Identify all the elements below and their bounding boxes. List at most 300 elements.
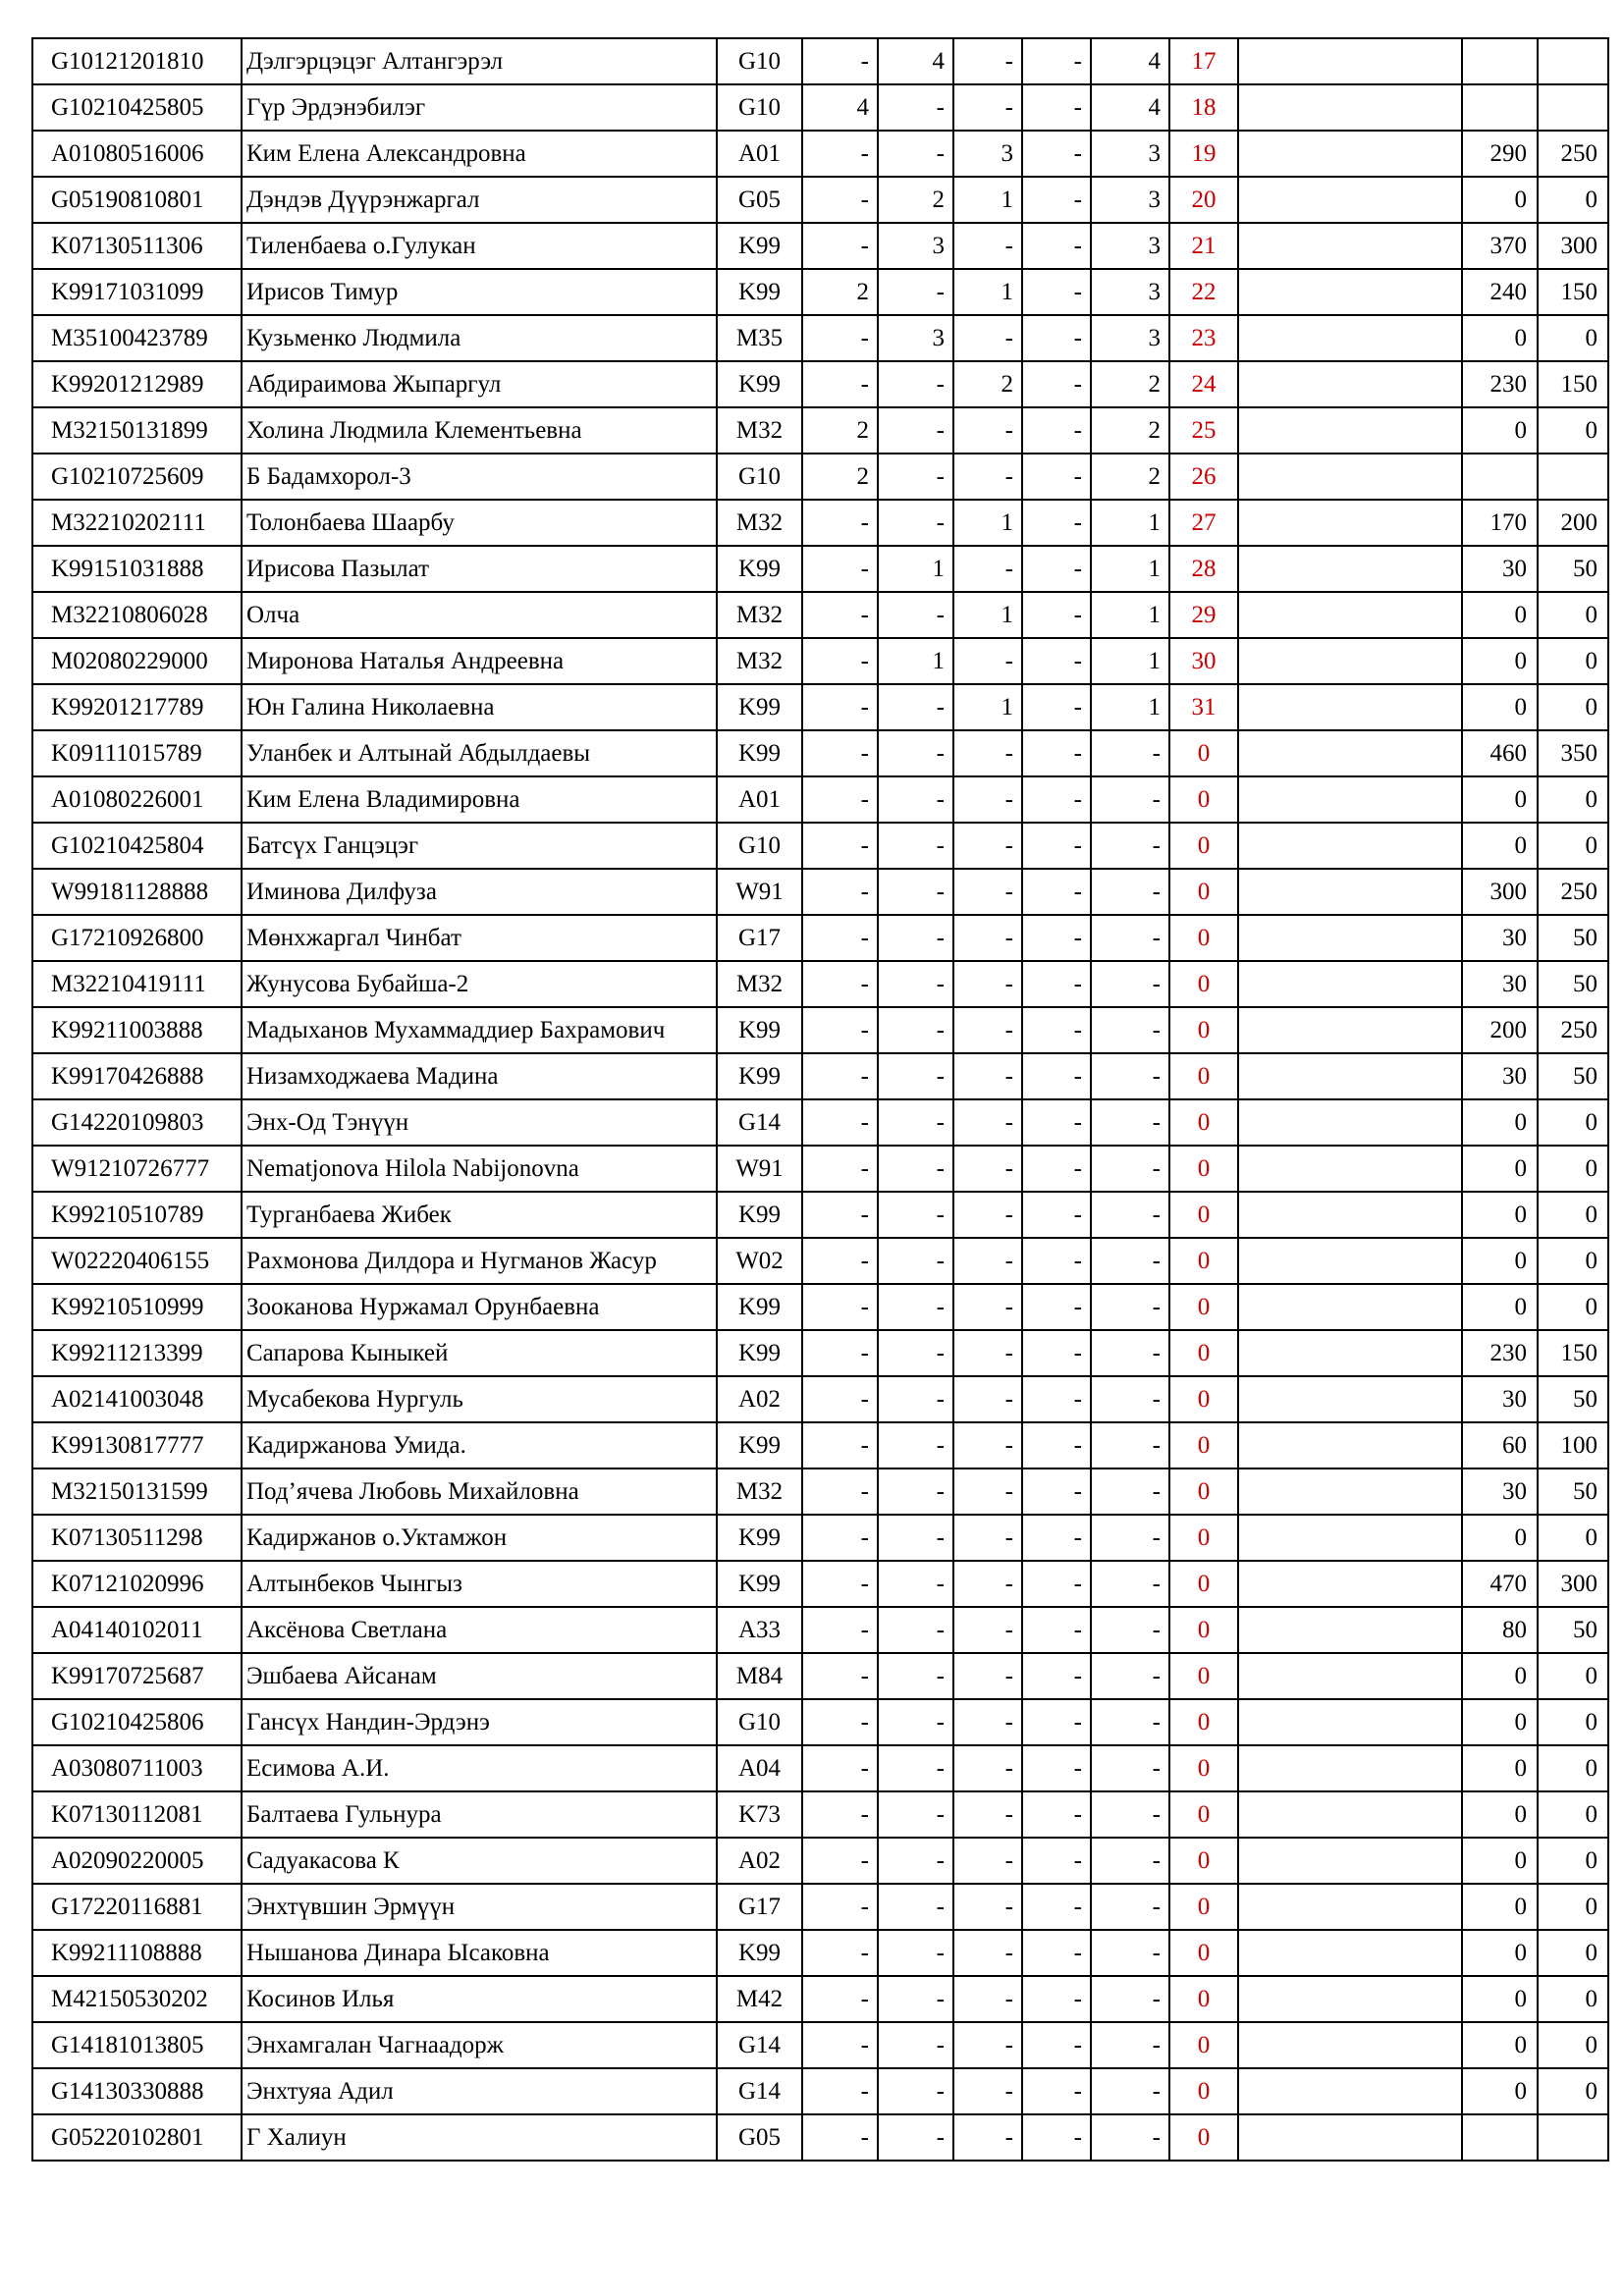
score-col3-cell: - — [953, 961, 1022, 1007]
value-a-cell: 0 — [1462, 776, 1538, 823]
score-col1-cell: - — [802, 1146, 878, 1192]
member-name-cell: Энхамгалан Чагнаадорж — [242, 2022, 717, 2068]
value-a-cell: 0 — [1462, 177, 1538, 223]
table-row — [32, 1376, 1608, 1422]
score-col2-cell: - — [878, 1422, 953, 1468]
total-cell: - — [1091, 1284, 1169, 1330]
table-row — [32, 223, 1608, 269]
score-col1-cell: - — [802, 1468, 878, 1515]
value-a-cell: 460 — [1462, 730, 1538, 776]
score-col1-cell: 4 — [802, 84, 878, 131]
group-code-cell: G05 — [717, 2114, 802, 2161]
total-cell: - — [1091, 1007, 1169, 1053]
member-id-cell: K07121020996 — [32, 1561, 242, 1607]
member-name-cell: Мусабекова Нургуль — [242, 1376, 717, 1422]
rank-cell: 24 — [1169, 361, 1238, 407]
score-col3-cell: - — [953, 823, 1022, 869]
score-col1-cell: - — [802, 1607, 878, 1653]
score-col2-cell: - — [878, 1745, 953, 1791]
total-cell: - — [1091, 1561, 1169, 1607]
table-row — [32, 1838, 1608, 1884]
group-code-cell: K99 — [717, 546, 802, 592]
score-col1-cell: - — [802, 1884, 878, 1930]
table-row — [32, 869, 1608, 915]
score-col2-cell: - — [878, 131, 953, 177]
table-row — [32, 361, 1608, 407]
score-col2-cell: - — [878, 1330, 953, 1376]
score-col2-cell: - — [878, 454, 953, 500]
score-col4-cell: - — [1022, 1976, 1091, 2022]
table-row — [32, 1422, 1608, 1468]
group-code-cell: M32 — [717, 1468, 802, 1515]
group-code-cell: K99 — [717, 1053, 802, 1099]
group-code-cell: G10 — [717, 1699, 802, 1745]
score-col3-cell: 2 — [953, 361, 1022, 407]
value-b-cell: 300 — [1538, 223, 1608, 269]
member-id-cell: W99181128888 — [32, 869, 242, 915]
score-col2-cell: - — [878, 1976, 953, 2022]
rank-cell: 0 — [1169, 1699, 1238, 1745]
table-row — [32, 500, 1608, 546]
score-col3-cell: - — [953, 1791, 1022, 1838]
member-id-cell: K09111015789 — [32, 730, 242, 776]
total-cell: - — [1091, 1607, 1169, 1653]
value-b-cell: 150 — [1538, 1330, 1608, 1376]
note-cell — [1238, 961, 1462, 1007]
score-col4-cell: - — [1022, 638, 1091, 684]
note-cell — [1238, 1284, 1462, 1330]
score-col3-cell: - — [953, 1561, 1022, 1607]
value-a-cell: 0 — [1462, 1653, 1538, 1699]
score-col1-cell: - — [802, 2068, 878, 2114]
rank-cell: 0 — [1169, 1745, 1238, 1791]
rank-cell: 20 — [1169, 177, 1238, 223]
note-cell — [1238, 1330, 1462, 1376]
score-col4-cell: - — [1022, 1884, 1091, 1930]
score-col3-cell: - — [953, 315, 1022, 361]
note-cell — [1238, 1053, 1462, 1099]
rank-cell: 0 — [1169, 823, 1238, 869]
member-name-cell: Низамходжаева Мадина — [242, 1053, 717, 1099]
value-a-cell: 0 — [1462, 2068, 1538, 2114]
note-cell — [1238, 269, 1462, 315]
rank-cell: 0 — [1169, 1376, 1238, 1422]
member-id-cell: W02220406155 — [32, 1238, 242, 1284]
value-a-cell: 0 — [1462, 1284, 1538, 1330]
value-a-cell: 230 — [1462, 361, 1538, 407]
score-col4-cell: - — [1022, 2114, 1091, 2161]
table-row — [32, 1745, 1608, 1791]
total-cell: - — [1091, 1376, 1169, 1422]
table-row — [32, 1146, 1608, 1192]
table-row — [32, 776, 1608, 823]
value-b-cell: 0 — [1538, 1930, 1608, 1976]
member-name-cell: Жунусова Бубайша-2 — [242, 961, 717, 1007]
note-cell — [1238, 1745, 1462, 1791]
total-cell: 4 — [1091, 38, 1169, 84]
score-col2-cell: - — [878, 915, 953, 961]
value-a-cell: 0 — [1462, 1099, 1538, 1146]
table-row — [32, 1468, 1608, 1515]
rank-cell: 0 — [1169, 1884, 1238, 1930]
score-col3-cell: - — [953, 1976, 1022, 2022]
score-col3-cell: - — [953, 1053, 1022, 1099]
table-row — [32, 1930, 1608, 1976]
score-col4-cell: - — [1022, 592, 1091, 638]
score-col2-cell: - — [878, 2022, 953, 2068]
score-col4-cell: - — [1022, 361, 1091, 407]
table-row — [32, 546, 1608, 592]
member-id-cell: K99211213399 — [32, 1330, 242, 1376]
member-name-cell: Ким Елена Владимировна — [242, 776, 717, 823]
score-col2-cell: - — [878, 2114, 953, 2161]
score-col3-cell: - — [953, 223, 1022, 269]
member-name-cell: Тиленбаева о.Гулукан — [242, 223, 717, 269]
member-id-cell: K99151031888 — [32, 546, 242, 592]
table-row — [32, 2068, 1608, 2114]
group-code-cell: M32 — [717, 961, 802, 1007]
note-cell — [1238, 2114, 1462, 2161]
score-col3-cell: - — [953, 407, 1022, 454]
score-col4-cell: - — [1022, 1376, 1091, 1422]
value-b-cell: 0 — [1538, 1699, 1608, 1745]
value-a-cell — [1462, 2114, 1538, 2161]
score-col4-cell: - — [1022, 1653, 1091, 1699]
score-col2-cell: - — [878, 961, 953, 1007]
table-row — [32, 1791, 1608, 1838]
score-col1-cell: - — [802, 1099, 878, 1146]
member-name-cell: Алтынбеков Чынгыз — [242, 1561, 717, 1607]
score-col1-cell: - — [802, 177, 878, 223]
value-a-cell: 0 — [1462, 1976, 1538, 2022]
note-cell — [1238, 315, 1462, 361]
rank-cell: 0 — [1169, 1422, 1238, 1468]
score-col3-cell: - — [953, 1745, 1022, 1791]
member-id-cell: A01080226001 — [32, 776, 242, 823]
member-id-cell: G17220116881 — [32, 1884, 242, 1930]
score-col4-cell: - — [1022, 1284, 1091, 1330]
score-col3-cell: - — [953, 915, 1022, 961]
group-code-cell: G05 — [717, 177, 802, 223]
rank-cell: 0 — [1169, 1146, 1238, 1192]
group-code-cell: K99 — [717, 1930, 802, 1976]
score-col2-cell: - — [878, 1515, 953, 1561]
value-b-cell: 0 — [1538, 1099, 1608, 1146]
score-col3-cell: - — [953, 1284, 1022, 1330]
score-col2-cell: - — [878, 1653, 953, 1699]
table-row — [32, 454, 1608, 500]
value-b-cell: 150 — [1538, 361, 1608, 407]
score-col2-cell: - — [878, 269, 953, 315]
score-col3-cell: - — [953, 638, 1022, 684]
score-col3-cell: - — [953, 546, 1022, 592]
member-name-cell: Миронова Наталья Андреевна — [242, 638, 717, 684]
score-col4-cell: - — [1022, 223, 1091, 269]
member-name-cell: Турганбаева Жибек — [242, 1192, 717, 1238]
value-a-cell: 300 — [1462, 869, 1538, 915]
value-a-cell: 30 — [1462, 1376, 1538, 1422]
group-code-cell: K73 — [717, 1791, 802, 1838]
value-b-cell — [1538, 2114, 1608, 2161]
rank-cell: 0 — [1169, 1007, 1238, 1053]
group-code-cell: M32 — [717, 407, 802, 454]
member-id-cell: K07130112081 — [32, 1791, 242, 1838]
score-col1-cell: - — [802, 684, 878, 730]
table-row — [32, 2114, 1608, 2161]
total-cell: 1 — [1091, 592, 1169, 638]
rank-cell: 31 — [1169, 684, 1238, 730]
rank-cell: 25 — [1169, 407, 1238, 454]
value-a-cell: 30 — [1462, 1053, 1538, 1099]
score-col3-cell: - — [953, 1699, 1022, 1745]
group-code-cell: K99 — [717, 1330, 802, 1376]
score-col4-cell: - — [1022, 1561, 1091, 1607]
note-cell — [1238, 84, 1462, 131]
score-col2-cell: - — [878, 592, 953, 638]
score-col1-cell: - — [802, 1791, 878, 1838]
score-col1-cell: - — [802, 1284, 878, 1330]
score-col1-cell: - — [802, 869, 878, 915]
score-col4-cell: - — [1022, 1607, 1091, 1653]
score-col3-cell: - — [953, 1607, 1022, 1653]
value-a-cell: 0 — [1462, 1238, 1538, 1284]
member-id-cell: G05190810801 — [32, 177, 242, 223]
total-cell: 4 — [1091, 84, 1169, 131]
total-cell: - — [1091, 1699, 1169, 1745]
note-cell — [1238, 1653, 1462, 1699]
total-cell: - — [1091, 1099, 1169, 1146]
value-b-cell: 0 — [1538, 1838, 1608, 1884]
member-name-cell: Энх-Од Тэнүүн — [242, 1099, 717, 1146]
member-id-cell: G10210425806 — [32, 1699, 242, 1745]
score-col3-cell: - — [953, 1515, 1022, 1561]
group-code-cell: A33 — [717, 1607, 802, 1653]
value-b-cell: 0 — [1538, 2022, 1608, 2068]
note-cell — [1238, 1791, 1462, 1838]
member-id-cell: A02141003048 — [32, 1376, 242, 1422]
score-col1-cell: - — [802, 1745, 878, 1791]
note-cell — [1238, 730, 1462, 776]
value-b-cell: 50 — [1538, 961, 1608, 1007]
group-code-cell: K99 — [717, 1561, 802, 1607]
value-a-cell: 30 — [1462, 546, 1538, 592]
note-cell — [1238, 500, 1462, 546]
score-col1-cell: - — [802, 1053, 878, 1099]
score-col3-cell: - — [953, 1007, 1022, 1053]
rank-cell: 21 — [1169, 223, 1238, 269]
member-name-cell: Гансүх Нандин-Эрдэнэ — [242, 1699, 717, 1745]
group-code-cell: M32 — [717, 592, 802, 638]
note-cell — [1238, 684, 1462, 730]
total-cell: 3 — [1091, 131, 1169, 177]
table-row — [32, 1284, 1608, 1330]
score-col4-cell: - — [1022, 1146, 1091, 1192]
group-code-cell: G14 — [717, 2068, 802, 2114]
value-a-cell: 0 — [1462, 1745, 1538, 1791]
value-b-cell: 300 — [1538, 1561, 1608, 1607]
group-code-cell: K99 — [717, 730, 802, 776]
score-col2-cell: - — [878, 869, 953, 915]
score-col3-cell: - — [953, 1376, 1022, 1422]
value-a-cell: 0 — [1462, 1791, 1538, 1838]
rank-cell: 0 — [1169, 1930, 1238, 1976]
value-b-cell: 0 — [1538, 776, 1608, 823]
score-col1-cell: - — [802, 2022, 878, 2068]
member-name-cell: Ким Елена Александровна — [242, 131, 717, 177]
score-col1-cell: - — [802, 546, 878, 592]
rank-cell: 0 — [1169, 1192, 1238, 1238]
member-name-cell: Мадыханов Мухаммаддиер Бахрамович — [242, 1007, 717, 1053]
total-cell: - — [1091, 1791, 1169, 1838]
group-code-cell: K99 — [717, 269, 802, 315]
score-col2-cell: - — [878, 1561, 953, 1607]
score-col4-cell: - — [1022, 1422, 1091, 1468]
score-col2-cell: - — [878, 2068, 953, 2114]
table-row — [32, 1561, 1608, 1607]
score-col1-cell: - — [802, 961, 878, 1007]
rank-cell: 23 — [1169, 315, 1238, 361]
rank-cell: 0 — [1169, 2022, 1238, 2068]
note-cell — [1238, 361, 1462, 407]
score-col2-cell: - — [878, 1838, 953, 1884]
member-id-cell: G10210425805 — [32, 84, 242, 131]
total-cell: - — [1091, 1422, 1169, 1468]
value-a-cell: 30 — [1462, 1468, 1538, 1515]
member-id-cell: K99130817777 — [32, 1422, 242, 1468]
rank-cell: 0 — [1169, 1976, 1238, 2022]
score-col4-cell: - — [1022, 2068, 1091, 2114]
score-col4-cell: - — [1022, 1238, 1091, 1284]
member-id-cell: M35100423789 — [32, 315, 242, 361]
member-id-cell: K99211108888 — [32, 1930, 242, 1976]
score-col4-cell: - — [1022, 823, 1091, 869]
score-col4-cell: - — [1022, 38, 1091, 84]
score-col4-cell: - — [1022, 407, 1091, 454]
score-col2-cell: - — [878, 1376, 953, 1422]
group-code-cell: K99 — [717, 684, 802, 730]
value-b-cell — [1538, 38, 1608, 84]
table-row — [32, 592, 1608, 638]
table-row — [32, 2022, 1608, 2068]
member-id-cell: G17210926800 — [32, 915, 242, 961]
score-col4-cell: - — [1022, 730, 1091, 776]
total-cell: - — [1091, 1238, 1169, 1284]
group-code-cell: G17 — [717, 915, 802, 961]
rank-cell: 0 — [1169, 1653, 1238, 1699]
score-col1-cell: - — [802, 1699, 878, 1745]
score-col2-cell: - — [878, 1146, 953, 1192]
note-cell — [1238, 131, 1462, 177]
group-code-cell: A01 — [717, 131, 802, 177]
score-col3-cell: - — [953, 869, 1022, 915]
score-col2-cell: - — [878, 776, 953, 823]
member-name-cell: Б Бадамхорол-3 — [242, 454, 717, 500]
value-b-cell — [1538, 84, 1608, 131]
table-row — [32, 1238, 1608, 1284]
table-row — [32, 269, 1608, 315]
score-col2-cell: 4 — [878, 38, 953, 84]
total-cell: - — [1091, 1515, 1169, 1561]
value-a-cell: 0 — [1462, 1699, 1538, 1745]
total-cell: - — [1091, 1053, 1169, 1099]
score-col3-cell: - — [953, 1330, 1022, 1376]
member-name-cell: Олча — [242, 592, 717, 638]
member-name-cell: Балтаева Гульнура — [242, 1791, 717, 1838]
score-col2-cell: - — [878, 1007, 953, 1053]
value-b-cell: 0 — [1538, 2068, 1608, 2114]
score-col2-cell: - — [878, 1884, 953, 1930]
score-col4-cell: - — [1022, 2022, 1091, 2068]
score-col2-cell: 2 — [878, 177, 953, 223]
table-row — [32, 84, 1608, 131]
score-col4-cell: - — [1022, 776, 1091, 823]
value-a-cell: 0 — [1462, 823, 1538, 869]
score-col1-cell: - — [802, 315, 878, 361]
value-b-cell: 350 — [1538, 730, 1608, 776]
member-name-cell: Энхтуяа Адил — [242, 2068, 717, 2114]
score-col4-cell: - — [1022, 684, 1091, 730]
value-b-cell: 0 — [1538, 638, 1608, 684]
total-cell: 1 — [1091, 638, 1169, 684]
table-row — [32, 638, 1608, 684]
score-col4-cell: - — [1022, 1930, 1091, 1976]
member-id-cell: W91210726777 — [32, 1146, 242, 1192]
rank-cell: 22 — [1169, 269, 1238, 315]
member-name-cell: Есимова А.И. — [242, 1745, 717, 1791]
score-col2-cell: - — [878, 1053, 953, 1099]
score-col2-cell: - — [878, 1192, 953, 1238]
group-code-cell: G10 — [717, 454, 802, 500]
member-name-cell: Ирисов Тимур — [242, 269, 717, 315]
note-cell — [1238, 1884, 1462, 1930]
value-b-cell: 50 — [1538, 1053, 1608, 1099]
score-col1-cell: - — [802, 361, 878, 407]
value-a-cell: 0 — [1462, 1192, 1538, 1238]
member-name-cell: Ирисова Пазылат — [242, 546, 717, 592]
value-a-cell: 0 — [1462, 407, 1538, 454]
group-code-cell: W02 — [717, 1238, 802, 1284]
value-a-cell: 0 — [1462, 1884, 1538, 1930]
member-id-cell: G05220102801 — [32, 2114, 242, 2161]
score-col3-cell: - — [953, 1422, 1022, 1468]
value-b-cell: 0 — [1538, 1791, 1608, 1838]
table-row — [32, 1699, 1608, 1745]
value-b-cell: 0 — [1538, 1284, 1608, 1330]
total-cell: - — [1091, 2022, 1169, 2068]
group-code-cell: G17 — [717, 1884, 802, 1930]
note-cell — [1238, 869, 1462, 915]
group-code-cell: W91 — [717, 1146, 802, 1192]
total-cell: - — [1091, 1146, 1169, 1192]
score-col2-cell: 1 — [878, 546, 953, 592]
score-col4-cell: - — [1022, 1791, 1091, 1838]
score-col1-cell: - — [802, 592, 878, 638]
total-cell: - — [1091, 776, 1169, 823]
value-b-cell: 0 — [1538, 1515, 1608, 1561]
value-b-cell: 150 — [1538, 269, 1608, 315]
member-id-cell: K99211003888 — [32, 1007, 242, 1053]
score-col1-cell: - — [802, 1838, 878, 1884]
rank-cell: 0 — [1169, 869, 1238, 915]
score-col3-cell: - — [953, 2068, 1022, 2114]
score-col3-cell: 1 — [953, 592, 1022, 638]
value-b-cell — [1538, 454, 1608, 500]
total-cell: - — [1091, 1976, 1169, 2022]
member-id-cell: G10121201810 — [32, 38, 242, 84]
member-id-cell: K99201217789 — [32, 684, 242, 730]
group-code-cell: A02 — [717, 1376, 802, 1422]
value-a-cell: 0 — [1462, 592, 1538, 638]
